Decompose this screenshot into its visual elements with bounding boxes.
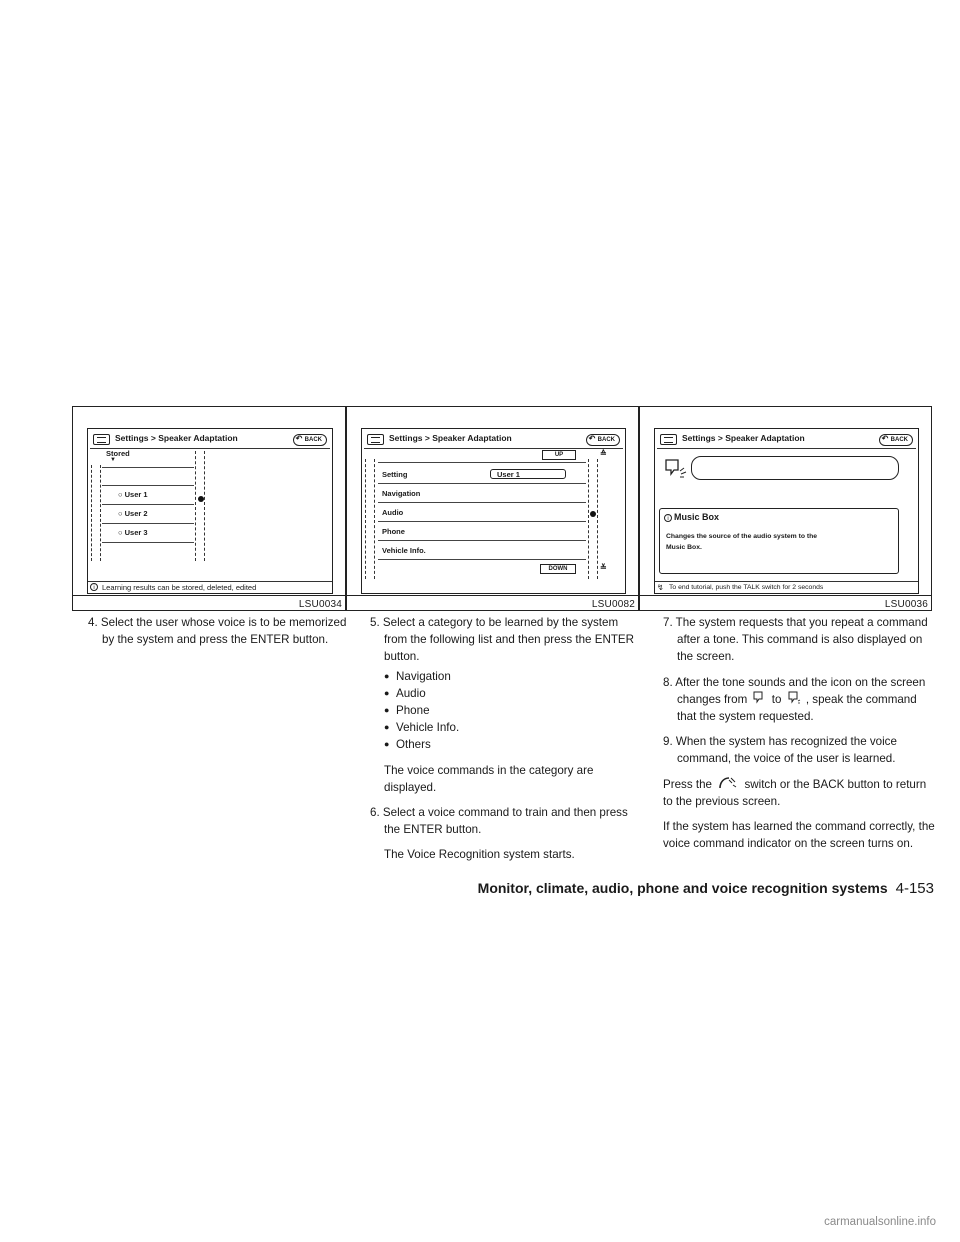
figure-lsu0034 (72, 406, 346, 611)
menu-icon (93, 434, 110, 445)
figure-code: LSU0082 (591, 599, 635, 610)
screen-stored-users (87, 428, 333, 594)
stored-label: Stored (106, 449, 130, 458)
step-9: 9. When the system has recognized the voice command, the voice of the user is learned. (663, 735, 897, 766)
down-button[interactable]: DOWN (540, 564, 576, 574)
screen-title: Settings > Speaker Adaptation (115, 433, 238, 443)
divider (378, 521, 586, 522)
footer-section-title: Monitor, climate, audio, phone and voice recognition systems (477, 880, 888, 896)
double-down-icon: ≚ (600, 563, 607, 572)
step-8-text-a: 8. After the tone sounds and the icon on the screen changes from (663, 675, 926, 706)
menu-icon (367, 434, 384, 445)
voice-prompt-icon (663, 457, 689, 481)
list-item: ● Phone (384, 702, 640, 719)
screen-title: Settings > Speaker Adaptation (682, 433, 805, 443)
back-button[interactable]: ↶ BACK (586, 434, 620, 446)
page-number: 4-153 (895, 880, 934, 897)
paragraph: The Voice Recognition system starts. (384, 848, 575, 862)
caret-down-icon: ▼ (110, 457, 116, 463)
step-4: 4. Select the user whose voice is to be memorized by the system and press the ENTER button. (88, 616, 347, 647)
divider (102, 542, 194, 543)
voice-prompt-icon (752, 691, 766, 705)
screen-header (657, 432, 916, 449)
figure-rule (347, 595, 638, 596)
divider (102, 467, 194, 468)
screen-header (364, 432, 623, 449)
divider (102, 485, 194, 486)
step-5: 5. Select a category to be learned by the system from the following list and then press the ENTER button. (370, 616, 635, 664)
figure-rule (640, 595, 931, 596)
left-dial-ridges (365, 459, 375, 579)
user-label: User 3 (124, 528, 148, 537)
list-item-audio[interactable]: Audio (382, 508, 404, 517)
screen-category-list (361, 428, 626, 594)
page-footer (478, 880, 934, 897)
column-3 (663, 614, 935, 852)
divider (102, 523, 194, 524)
list-item-user-2[interactable]: ○ User 2 (118, 509, 148, 518)
step-6: 6. Select a voice command to train and then press the ENTER button. (370, 806, 628, 837)
press-text-b: switch or the BACK button to return to the previous screen. (663, 777, 927, 808)
status-text: To end tutorial, push the TALK switch for 2 seconds (669, 584, 824, 591)
list-item: ● Others (384, 736, 640, 753)
list-item-phone[interactable]: Phone (382, 527, 405, 536)
user-label: User 1 (124, 490, 148, 499)
voice-listening-icon (787, 691, 801, 705)
step-8-to: to (771, 692, 782, 706)
setting-value[interactable]: User 1 (490, 469, 566, 479)
watermark: carmanualsonline.info (824, 1216, 936, 1228)
step-8-text-b: , speak the command that the system requested. (677, 692, 917, 724)
info-description-line1: Changes the source of the audio system to the (666, 533, 818, 540)
step-8 (663, 674, 935, 726)
step-7: 7. The system requests that you repeat a command after a tone. This command is also displayed on the screen. (663, 616, 928, 664)
figure-lsu0036 (639, 406, 932, 611)
dial-knob (590, 511, 596, 517)
info-box (659, 508, 899, 574)
figure-code: LSU0034 (298, 599, 342, 610)
setting-label: Setting (382, 470, 408, 479)
press-instruction (663, 776, 935, 810)
double-up-icon: ≙ (600, 449, 607, 458)
press-text-a: Press the (663, 777, 712, 791)
category-list (370, 668, 640, 754)
paragraph: If the system has learned the command correctly, the voice command indicator on the screen turns on. (663, 820, 935, 851)
user-label: User 2 (124, 509, 148, 518)
right-dial-ridges (588, 459, 598, 579)
info-title: Music Box (674, 512, 720, 522)
divider (102, 504, 194, 505)
list-item: ● Audio (384, 685, 640, 702)
divider (378, 559, 586, 560)
talk-switch-icon: ↯ (657, 583, 664, 592)
column-1 (88, 614, 348, 648)
status-text: Learning results can be stored, deleted, edited (102, 583, 257, 592)
voice-command-field (691, 456, 899, 480)
up-button[interactable]: UP (542, 450, 576, 460)
divider (378, 540, 586, 541)
list-item: ● Vehicle Info. (384, 719, 640, 736)
back-button[interactable]: ↶ BACK (293, 434, 327, 446)
talk-switch-icon (717, 776, 739, 790)
info-description-line2: Music Box. (666, 544, 702, 551)
figure-code: LSU0036 (884, 599, 928, 610)
left-dial-ridges (91, 465, 101, 561)
divider (378, 462, 586, 463)
paragraph: The voice commands in the category are displayed. (384, 763, 594, 794)
list-item-navigation[interactable]: Navigation (382, 489, 421, 498)
list-item-vehicle-info[interactable]: Vehicle Info. (382, 546, 426, 555)
info-icon: i (664, 514, 672, 522)
screen-header (90, 432, 330, 449)
screen-title: Settings > Speaker Adaptation (389, 433, 512, 443)
divider (378, 483, 586, 484)
back-button[interactable]: ↶ BACK (879, 434, 913, 446)
screen-voice-tutorial (654, 428, 919, 594)
status-bar (88, 581, 332, 593)
list-item-user-1[interactable]: ○ User 1 (118, 490, 148, 499)
list-item: ● Navigation (384, 668, 640, 685)
figure-lsu0082 (346, 406, 639, 611)
status-bar (655, 581, 918, 593)
column-2 (370, 614, 640, 864)
figure-rule (73, 595, 345, 596)
menu-icon (660, 434, 677, 445)
divider (378, 502, 586, 503)
info-icon: i (90, 583, 98, 591)
list-item-user-3[interactable]: ○ User 3 (118, 528, 148, 537)
right-dial-ridges (195, 451, 205, 561)
dial-knob (198, 496, 204, 502)
